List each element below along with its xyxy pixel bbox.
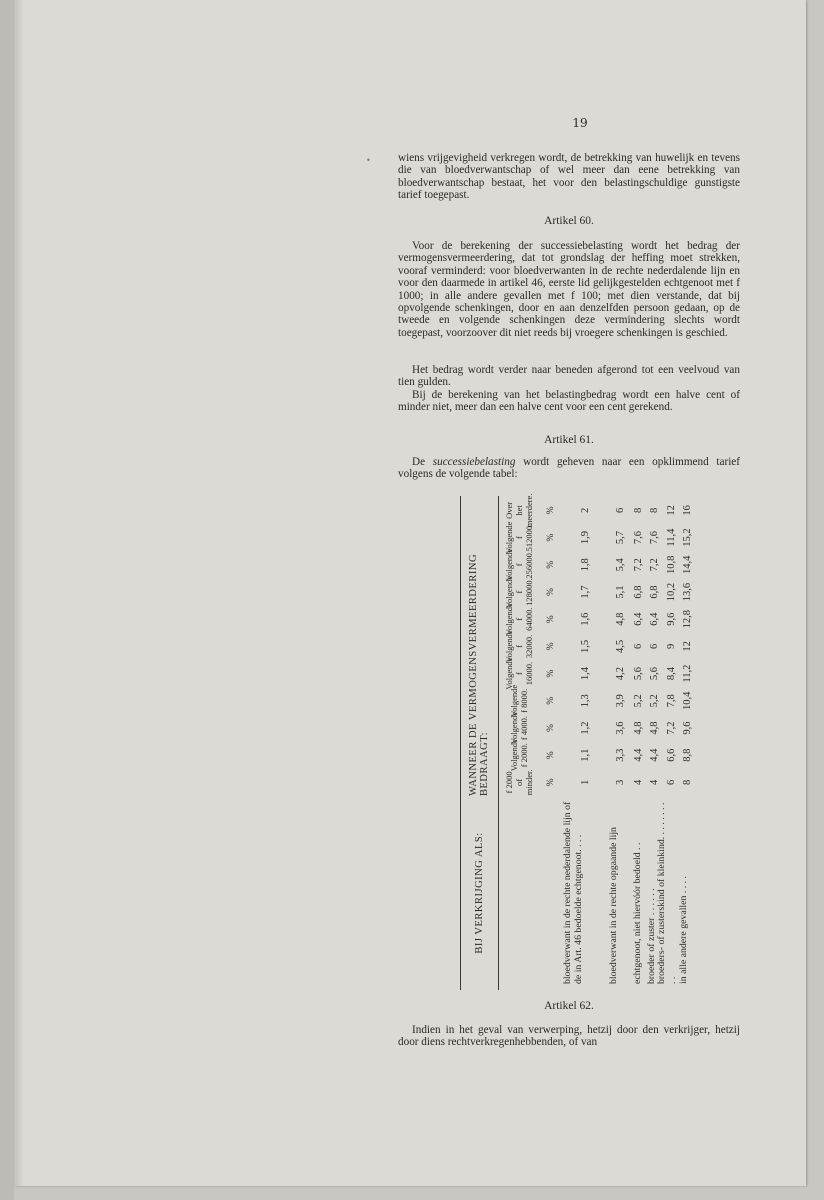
rate-cell: 4,5 <box>614 639 626 653</box>
rate-cell: 10,2 <box>665 582 677 602</box>
rate-cell: 11,4 <box>665 528 677 547</box>
column-header <box>498 521 540 554</box>
paragraph-continuation: wiens vrijgevigheid verkregen wordt, de betrekking van huwelijk en tevens die van bloedverwantschap of wel meer dan eene betrekking van bloedverwantschap bestaat, het voor den belastingschuldige gunstigste tarief toegepast. <box>398 152 740 202</box>
rate-cell: 4,4 <box>632 748 644 762</box>
percent-unit: % <box>546 588 556 596</box>
rate-cell: 14,4 <box>681 555 693 574</box>
column-header <box>498 603 540 636</box>
rate-cell: 8 <box>632 507 644 514</box>
margin-mark: • <box>366 156 371 165</box>
column-header-line-1: Over het <box>504 501 524 519</box>
rate-cell: 6,4 <box>648 612 660 626</box>
column-header <box>498 684 540 717</box>
column-header-line-2: f 512000. <box>514 523 534 552</box>
column-header-line-2: f 32000. <box>514 634 534 659</box>
rate-cell: 1 <box>579 779 591 786</box>
column-header-line-1: Volgende <box>504 521 514 554</box>
rate-cell: 12 <box>665 505 677 516</box>
article-62-heading: Artikel 62. <box>544 1000 594 1012</box>
rate-cell: 5,6 <box>632 667 644 681</box>
rate-cell: 4,8 <box>614 612 626 626</box>
column-header-line-2: f 8000. <box>519 688 529 713</box>
rate-cell: 6 <box>632 643 644 650</box>
column-header-line-1: f 2000 <box>504 771 514 794</box>
column-header <box>498 739 540 772</box>
column-header-line-1: Volgende <box>509 739 519 772</box>
column-header-line-1: Volgende <box>504 630 514 663</box>
column-header-line-2: f 4000. <box>519 715 529 741</box>
percent-unit: % <box>546 560 556 569</box>
rate-cell: 7,6 <box>648 531 660 545</box>
rate-cell: 7,2 <box>632 558 644 572</box>
rate-cell: 3,6 <box>614 721 626 735</box>
column-header <box>498 657 540 690</box>
rate-cell: 1,2 <box>579 721 591 735</box>
tariff-table-rotated <box>460 493 693 990</box>
percent-unit: % <box>546 669 556 678</box>
rate-cell: 4,4 <box>648 748 660 762</box>
column-header <box>498 630 540 663</box>
row-label: bloedverwant in de rechte nederdalende lijn of de in Art. 46 bedoelde echtgenoot. . . . <box>562 801 585 984</box>
rate-cell: 7,2 <box>648 558 660 572</box>
row-label: in alle andere gevallen . . . . <box>678 876 689 984</box>
rate-cell: 6,4 <box>632 612 644 626</box>
rate-cell: 9,6 <box>681 721 693 735</box>
rate-cell: 1,3 <box>579 694 591 708</box>
rate-cell: 13,6 <box>681 582 693 602</box>
rate-cell: 5,4 <box>614 558 626 572</box>
rate-cell: 6,8 <box>632 585 644 599</box>
percent-unit: % <box>546 778 556 787</box>
article-60-paragraph-1: Voor de berekening der successiebelasting wordt het bedrag der vermogensvermeerdering, dat tot grondslag der heffing moet strekken, vooraf verminderd: voor bloedverwanten in de rechte nederdalende lijn en voor den daarmede in artikel 46, eerste lid gelijkgestelden echtgenoot met f 1000; in alle andere gevallen met f 100; met dien verstande, dat bij opvolgende schenkingen, door en aan denzelfden persoon gedaan, op de tweede en volgende schenkingen deze vermindering slechts wordt toegepast, voorzoover dit niet reeds bij vroegere schenkingen is geschied. <box>398 240 740 339</box>
rate-cell: 5,2 <box>648 694 660 708</box>
row-label: broeder of zuster . . . . . . <box>646 888 657 984</box>
column-header <box>498 493 540 528</box>
rate-cell: 3,9 <box>614 694 626 708</box>
article-60-heading: Artikel 60. <box>544 215 594 227</box>
rate-cell: 6 <box>665 779 677 786</box>
rate-cell: 3,3 <box>614 748 626 762</box>
column-header-line-2: f 64000. <box>514 607 534 631</box>
rate-cell: 1,9 <box>579 531 591 545</box>
tariff-table <box>460 493 693 990</box>
column-header-line-1: Volgende <box>504 603 514 636</box>
rate-cell: 4,8 <box>648 721 660 735</box>
column-header-line-2: f 16000. <box>514 661 534 686</box>
page-number: 19 <box>572 116 588 130</box>
rate-cell: 9,6 <box>665 612 677 626</box>
column-header <box>498 769 540 796</box>
rate-cell: 7,2 <box>665 721 677 735</box>
column-header-line-2: meerdere. <box>524 493 534 528</box>
article-60-paragraph-3: Bij de berekening van het belastingbedrag wordt een halve cent of minder niet, meer dan een halve cent voor een cent gerekend. <box>398 389 740 414</box>
row-label: echtgenoot, niet hiervóór bedoeld . . <box>632 842 643 984</box>
column-header <box>498 712 540 744</box>
rate-cell: 6 <box>648 643 660 650</box>
column-header-line-1: Volgende <box>504 576 514 608</box>
rate-cell: 4 <box>632 779 644 786</box>
rate-cell: 1,6 <box>579 612 591 626</box>
percent-unit: % <box>546 724 556 732</box>
rate-cell: 1,5 <box>579 639 591 653</box>
percent-unit: % <box>546 696 556 705</box>
percent-unit: % <box>546 506 556 515</box>
rate-cell: 1,4 <box>579 667 591 681</box>
table-header-acquisition: BIJ VERKRIJGING ALS: <box>473 832 485 954</box>
column-header-line-2: of minder. <box>514 769 534 796</box>
rate-cell: 8,8 <box>681 748 693 762</box>
rate-cell: 7,6 <box>632 531 644 545</box>
article-61-heading: Artikel 61. <box>544 434 594 446</box>
rate-cell: 4,8 <box>632 721 644 735</box>
rate-cell: 11,2 <box>681 664 693 683</box>
rate-cell: 1,7 <box>579 585 591 599</box>
percent-unit: % <box>546 642 556 651</box>
column-header-line-2: f 256000. <box>514 551 534 579</box>
column-header <box>498 576 540 608</box>
rate-cell: 7,8 <box>665 694 677 708</box>
rate-cell: 5,1 <box>614 585 626 599</box>
rate-cell: 2 <box>579 507 591 514</box>
rate-cell: 6,6 <box>665 748 677 762</box>
percent-unit: % <box>546 533 556 542</box>
column-header-line-2: f 2000. <box>519 743 529 768</box>
rate-cell: 8 <box>681 779 693 786</box>
rate-cell: 12 <box>681 641 693 652</box>
column-header <box>498 548 540 581</box>
rate-cell: 6 <box>614 507 626 514</box>
percent-unit: % <box>546 615 556 624</box>
rate-cell: 3 <box>614 779 626 786</box>
rate-cell: 16 <box>681 505 693 516</box>
rate-cell: 8 <box>648 507 660 514</box>
rate-cell: 5,6 <box>648 667 660 681</box>
column-header-line-2: f 128000. <box>514 578 534 606</box>
rate-cell: 12,8 <box>681 610 693 629</box>
percent-unit: % <box>546 751 556 760</box>
column-header-line-1: Volgende <box>504 548 514 581</box>
column-header-line-1: Volgende <box>509 684 519 717</box>
rate-cell: 10,8 <box>665 555 677 574</box>
article-60-paragraph-2: Het bedrag wordt verder naar beneden afgerond tot een veelvoud van tien gulden. <box>398 364 740 389</box>
table-header-amount: WANNEER DE VERMOGENSVERMEERDERING BEDRAAGT: <box>468 553 490 796</box>
rate-cell: 15,2 <box>681 528 693 547</box>
rate-cell: 9 <box>665 643 677 650</box>
column-header-line-1: Volgende <box>509 712 519 744</box>
page-binding-edge <box>0 0 14 1200</box>
row-label: broeders- of zusterskind of kleinkind. . . . . . . . . . <box>656 802 679 984</box>
article-62-paragraph-1: Indien in het geval van verwerping, hetzij door den verkrijger, hetzij door diens rechtverkregenhebbenden, of van <box>398 1024 740 1049</box>
rate-cell: 1,1 <box>579 748 591 762</box>
article-61-intro: De successiebelasting wordt geheven naar een opklimmend tarief volgens de volgende tabel: <box>398 456 740 481</box>
rate-cell: 4,2 <box>614 667 626 681</box>
rate-cell: 4 <box>648 779 660 786</box>
rate-cell: 5,2 <box>632 694 644 708</box>
rate-cell: 5,7 <box>614 531 626 545</box>
column-header-line-1: Volgende <box>504 657 514 690</box>
rate-cell: 10,4 <box>681 691 693 710</box>
rate-cell: 1,8 <box>579 558 591 572</box>
rate-cell: 8,4 <box>665 667 677 681</box>
row-label: bloedverwant in de rechte opgaande lijn <box>608 827 619 984</box>
rate-cell: 6,8 <box>648 585 660 599</box>
